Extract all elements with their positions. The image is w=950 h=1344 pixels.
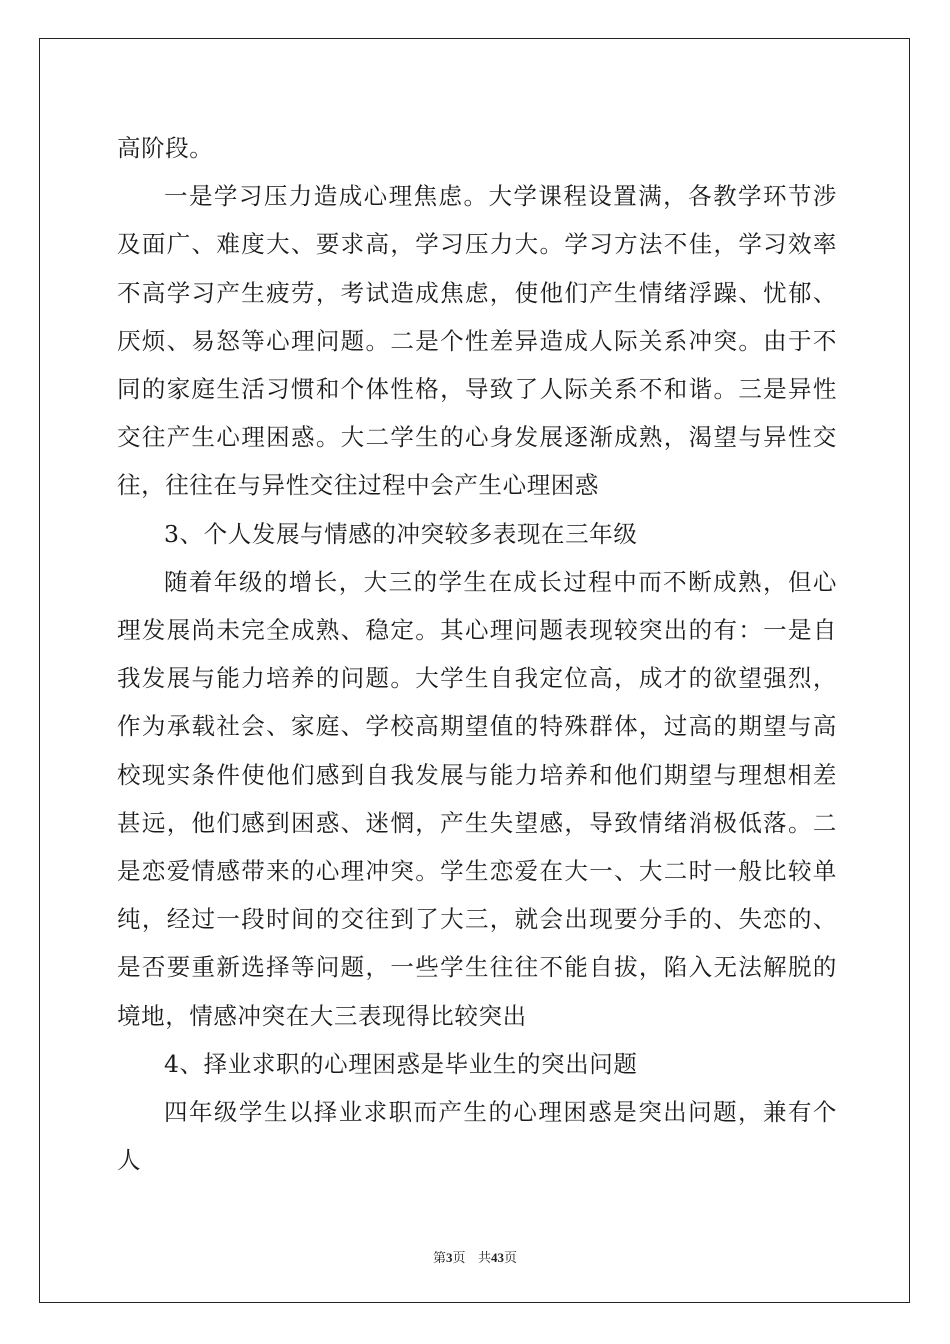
paragraph: 随着年级的增长，大三的学生在成长过程中而不断成熟，但心理发展尚未完全成熟、稳定。其心理问题表现较突出的有：一是自我发展与能力培养的问题。大学生自我定位高，成才的欲望强烈，作为承载社会、家庭、学校高期望值的特殊群体，过高的期望与高校现实条件使他们感到自我发展与能力培养和他们期望与理想相差甚远，他们感到困惑、迷惘，产生失望感，导致情绪消极低落。二是恋爱情感带来的心理冲突。学生恋爱在大一、大二时一般比较单纯，经过一段时间的交往到了大三，就会出现要分手的、失恋的、是否要重新选择等问题，一些学生往往不能自拔，陷入无法解脱的境地，情感冲突在大三表现得比较突出	[117, 567, 837, 1030]
page-suffix: 页	[452, 1251, 466, 1266]
paragraph: 高阶段。	[117, 134, 214, 162]
total-suffix: 页	[503, 1251, 517, 1266]
page-footer	[0, 1247, 950, 1266]
total-prefix: 共	[477, 1251, 491, 1266]
paragraph: 一是学习压力造成心理焦虑。大学课程设置满，各教学环节涉及面广、难度大、要求高，学习压力大。学习方法不佳，学习效率不高学习产生疲劳，考试造成焦虑，使他们产生情绪浮躁、忧郁、厌烦、易怒等心理问题。二是个性差异造成人际关系冲突。由于不同的家庭生活习惯和个体性格，导致了人际关系不和谐。三是异性交往产生心理困惑。大二学生的心身发展逐渐成熟，渴望与异性交往，往往在与异性交往过程中会产生心理困惑	[117, 182, 837, 500]
document-body	[117, 124, 837, 1184]
section-heading: 4、择业求职的心理困惑是毕业生的突出问题	[164, 1049, 638, 1078]
page-number: 3	[446, 1250, 453, 1265]
paragraph: 四年级学生以择业求职而产生的心理困惑是突出问题，兼有个人	[117, 1098, 837, 1175]
total-pages: 43	[490, 1250, 504, 1265]
page-prefix: 第	[433, 1251, 447, 1266]
section-heading: 3、个人发展与情感的冲突较多表现在三年级	[164, 519, 638, 548]
